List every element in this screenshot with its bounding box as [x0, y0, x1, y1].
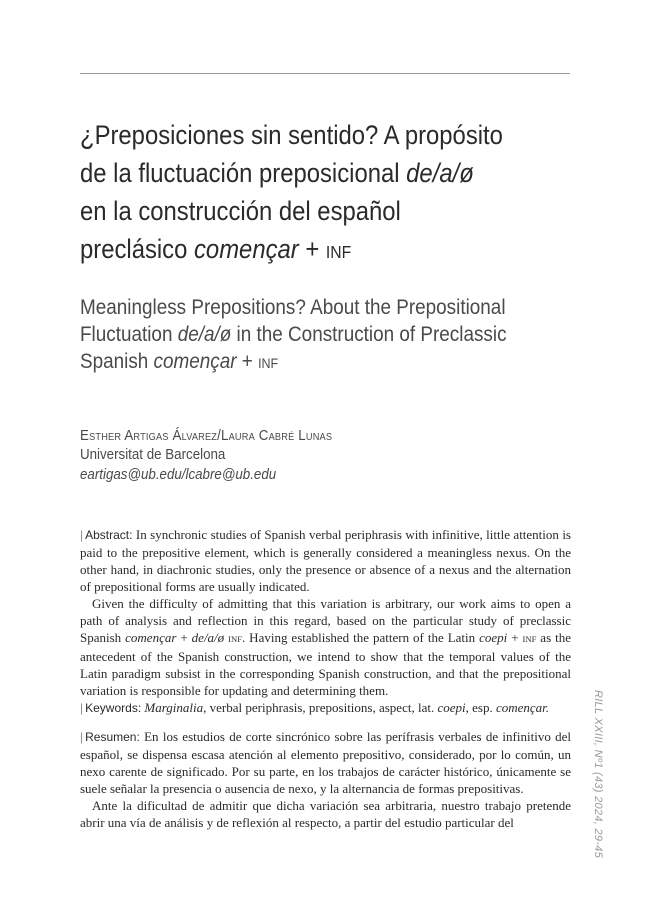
keywords-label: Keywords: [85, 701, 142, 715]
abstract-section [80, 526, 571, 717]
abstract-latin-verb: coepi [479, 630, 508, 645]
authors-block [80, 427, 466, 485]
abstract-text-2g: . Having established the pattern of the Latin [241, 630, 480, 645]
keywords-line [80, 699, 571, 717]
subtitle-line-3: Spanish [80, 350, 154, 373]
subtitle-preposition-variants: de/a/ø [177, 323, 232, 346]
author-names: Esther Artigas Álvarez/Laura Cabré Lunas [80, 428, 333, 444]
keyword-marginalia: Marginalia [144, 700, 204, 715]
abstract-text-1: In synchronic studies of Spanish verbal periphrasis with infinitive, little attention is paid to the prepositive element, which is generally considered a meaningless nexus. On the other hand, in diachronic studies, only the presence or absence of a nexus and the alternation of prepositional forms are usually indicated. [80, 527, 571, 594]
resumen-paragraph-2: Ante la dificultad de admitir que dicha variación sea arbitraria, nuestro trabajo pretende abrir una vía de análisis y de reflexión al respecto, a partir del estudio particular del [80, 798, 571, 830]
subtitle-line-2: Fluctuation [80, 323, 178, 346]
author-affiliation: Universitat de Barcelona [80, 447, 226, 463]
keywords-text-2: , esp. [465, 700, 496, 715]
subtitle-line-2-end: in the Construction of Preclassic [231, 323, 507, 346]
subtitle-plus: + [236, 350, 259, 373]
keyword-comencar: començar. [495, 700, 550, 715]
resumen-text-1: En los estudios de corte sincrónico sobre las perífrasis verbales de infinitivo del español, se dispensa escasa atención al elemento prepositivo, considerado, por lo común, un nexo carente de significado. Por su parte, en los trabajos de carácter histórico, únicamente se suele señalar la presencia o ausencia de nexo, y la alternancia de formas prepositivas. [80, 729, 571, 796]
keywords-text: , verbal periphrasis, prepositions, aspect, lat. [203, 700, 438, 715]
title-plus: + [298, 234, 326, 264]
author-emails[interactable]: eartigas@ub.edu/lcabre@ub.edu [80, 467, 277, 483]
title-preposition-variants: de/a/ø [406, 158, 474, 188]
title-line-3: en la construcción del español [80, 196, 401, 226]
journal-side-reference: RILL XXIII, Nº1 (43) 2024, 29-45 [592, 690, 604, 859]
english-title [80, 294, 584, 377]
resumen-bar: | [80, 730, 84, 744]
resumen-section [80, 728, 571, 831]
abstract-inf-2: INF [522, 634, 537, 644]
keywords-bar: | [80, 701, 84, 715]
resumen-paragraph-1 [80, 728, 571, 797]
abstract-bar: | [80, 528, 84, 542]
title-line-4: preclásico [80, 234, 195, 264]
abstract-plus: + [176, 630, 192, 645]
title-line-1: ¿Preposiciones sin sentido? A propósito [80, 120, 503, 150]
title-inf: INF [325, 242, 352, 262]
spanish-title [80, 116, 584, 271]
abstract-verb: començar [125, 630, 177, 645]
title-line-2: de la fluctuación preposicional [80, 158, 407, 188]
title-verb: començar [194, 234, 299, 264]
abstract-text-2k: as the antecedent of the Spanish construction, we intend to show that the temporal values of the Latin paradigm subsist in the corresponding Spanish construction, and that the prepositional variation is responsible for updating and determining them. [80, 630, 571, 698]
subtitle-line-1: Meaningless Prepositions? About the Prepositional [80, 296, 506, 319]
abstract-prep-variants: de/a/ø [191, 630, 225, 645]
resumen-label: Resumen: [85, 730, 140, 744]
abstract-text-2a: Given the difficulty of admitting that this variation is arbitrary, our work aims to open a path of analysis and reflection in this regard, based on the particular study of preclassic Spanish [80, 596, 571, 645]
subtitle-verb: començar [153, 350, 237, 373]
abstract-paragraph-1 [80, 526, 571, 595]
subtitle-inf: INF [258, 355, 279, 371]
abstract-label: Abstract: [85, 528, 133, 542]
abstract-paragraph-2 [80, 595, 571, 699]
top-rule [80, 73, 570, 74]
abstract-inf: INF [228, 634, 242, 644]
abstract-plus-2: + [507, 630, 523, 645]
keyword-coepi: coepi [437, 700, 466, 715]
